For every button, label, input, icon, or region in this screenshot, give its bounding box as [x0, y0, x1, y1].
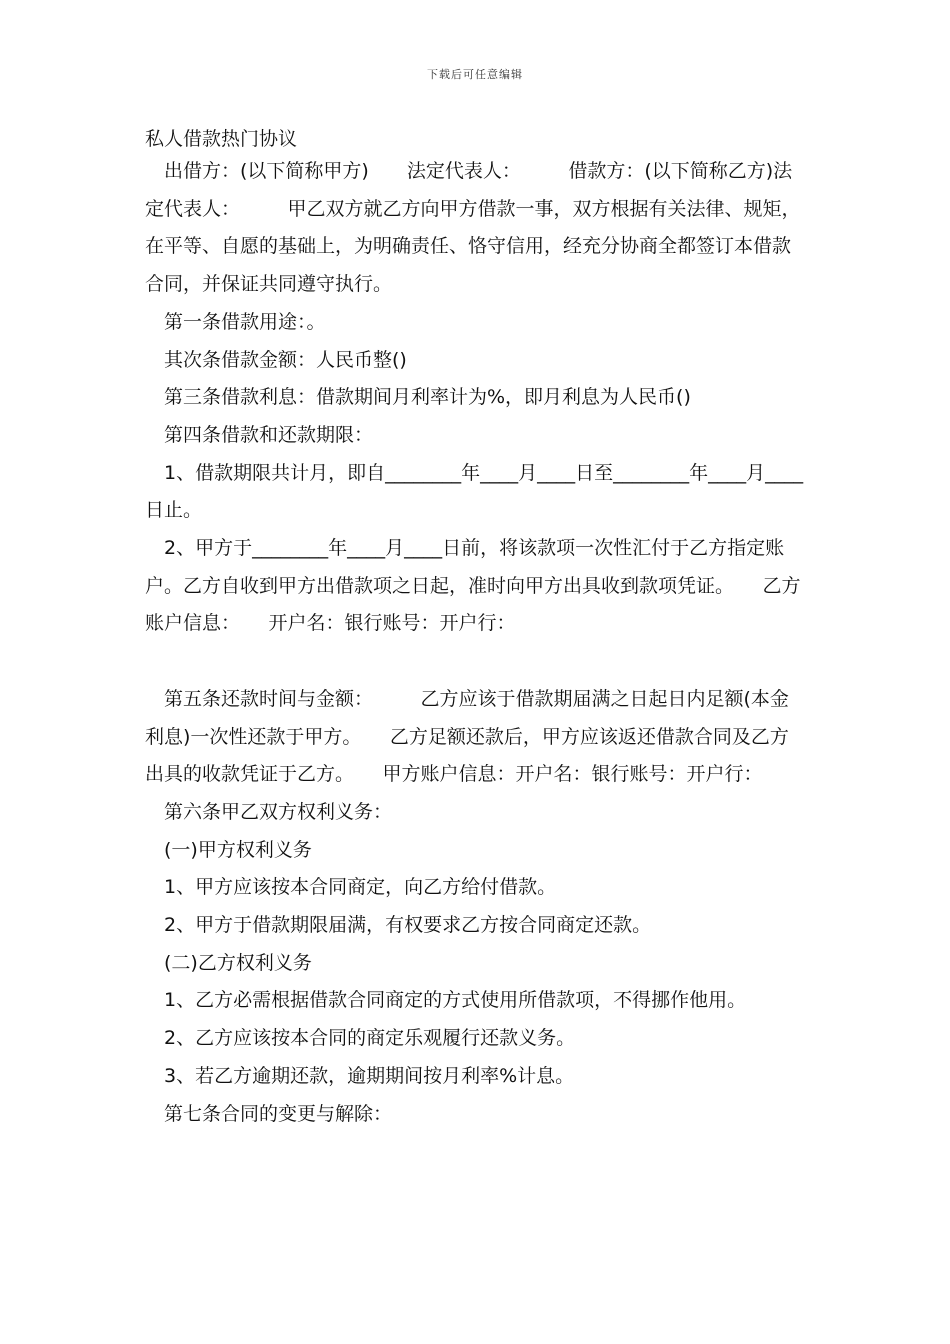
paragraph-party-b-item-1: 1、乙方必需根据借款合同商定的方式使用所借款项，不得挪作他用。	[164, 989, 747, 1012]
paragraph-party-a-item-2: 2、甲方于借款期限届满，有权要求乙方按合同商定还款。	[164, 914, 652, 937]
page-header-note: 下载后可任意编辑	[427, 68, 523, 81]
paragraph-clause-4-item-1: 1、借款期限共计月，即自________年____月____日至________年____月____日止。	[145, 461, 804, 522]
paragraph-clause-4-item-2: 2、甲方于________年____月____日前，将该款项一次性汇付于乙方指定账户。乙方自收到甲方出借款项之日起，准时向甲方出具收到款项凭证。 乙方账户信息： 开户名：银行账号：开户行：	[145, 537, 801, 635]
paragraph-clause-6: 第六条甲乙双方权利义务：	[164, 800, 393, 823]
paragraph-party-a-item-1: 1、甲方应该按本合同商定，向乙方给付借款。	[164, 876, 557, 899]
blank-line	[145, 643, 807, 681]
paragraph-party-b-heading: (二)乙方权利义务	[164, 951, 312, 974]
document-body	[145, 153, 807, 1133]
paragraph-party-a-heading: (一)甲方权利义务	[164, 838, 312, 861]
paragraph-clause-5: 第五条还款时间与金额： 乙方应该于借款期届满之日起日内足额(本金利息)一次性还款于甲方。 乙方足额还款后，甲方应该返还借款合同及乙方出具的收款凭证于乙方。 甲方账户信息：开户名：银行账号：开户行：	[145, 687, 789, 786]
paragraph-clause-3: 第三条借款利息：借款期间月利率计为%，即月利息为人民币()	[164, 386, 691, 409]
paragraph-party-b-item-3: 3、若乙方逾期还款，逾期期间按月利率%计息。	[164, 1064, 575, 1087]
paragraph-clause-4: 第四条借款和还款期限：	[164, 423, 374, 446]
paragraph-clause-7: 第七条合同的变更与解除：	[164, 1102, 393, 1125]
paragraph-parties: 出借方：(以下简称甲方) 法定代表人： 借款方：(以下简称乙方)法定代表人： 甲乙双方就乙方向甲方借款一事，双方根据有关法律、规矩，在平等、自愿的基础上，为明确责任、恪守信用，经充分协商全都签订本借款合同，并保证共同遵守执行。	[145, 160, 801, 296]
paragraph-clause-2: 其次条借款金额：人民币整()	[164, 348, 407, 371]
paragraph-clause-1: 第一条借款用途：。	[164, 310, 326, 333]
document-title: 私人借款热门协议	[145, 128, 298, 150]
paragraph-party-b-item-2: 2、乙方应该按本合同的商定乐观履行还款义务。	[164, 1027, 576, 1050]
